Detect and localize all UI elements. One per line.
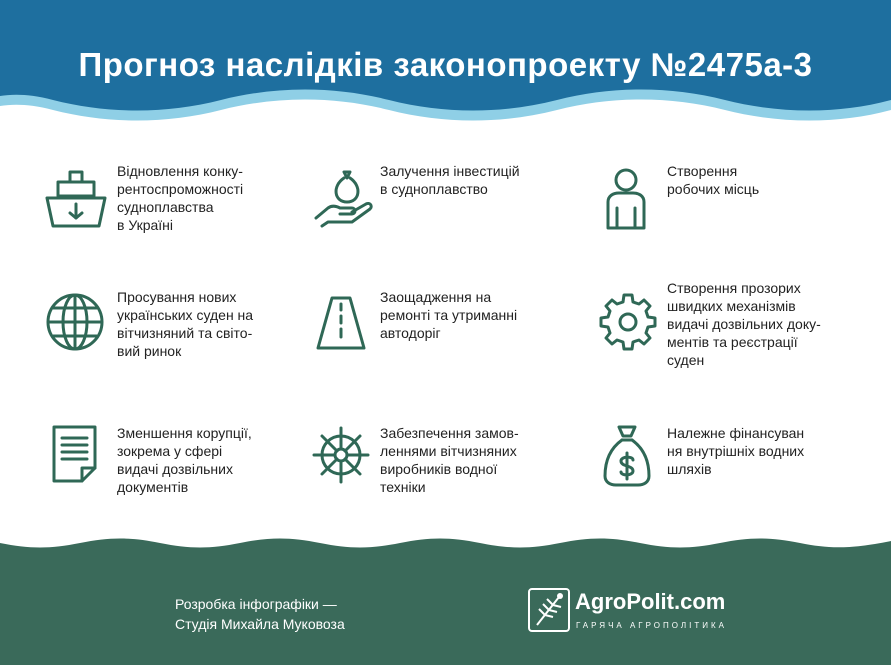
investment-hand-icon	[314, 168, 374, 230]
footer-wave-graphic	[0, 535, 891, 665]
text-item-8: Забезпечення замов- леннями вітчизняних виробників водної техніки	[380, 425, 519, 495]
text-item-1: Відновлення конку- рентоспроможності судноплавства в Україні	[117, 163, 244, 233]
text-item-9: Належне фінансуван ня внутрішніх водних шляхів	[667, 425, 805, 477]
logo-tagline: ГАРЯЧА АГРОПОЛІТИКА	[576, 621, 727, 630]
worker-icon	[603, 168, 649, 232]
agropolit-logo[interactable]	[527, 587, 747, 637]
text-item-2: Залучення інвестицій в судноплавство	[380, 163, 520, 197]
infographic-credit: Розробка інфографіки — Студія Михайла Муковоза	[175, 596, 345, 632]
page-title: Прогноз наслідків законопроекту №2475а-3	[78, 46, 813, 83]
text-item-3: Створення робочих місць	[667, 163, 760, 197]
text-item-7: Зменшення корупції, зокрема у сфері видачі дозвільних документів	[117, 425, 252, 495]
document-icon	[51, 424, 99, 484]
gear-icon	[598, 292, 658, 352]
text-item-5: Заощадження на ремонті та утриманні автодоріг	[380, 289, 518, 341]
footer	[0, 535, 891, 665]
wheat-logo-icon	[527, 587, 571, 633]
text-item-6: Створення прозорих швидких механізмів видачі дозвільних доку- ментів та реєстрації суден	[667, 280, 821, 368]
ship-wheel-icon	[312, 426, 370, 484]
globe-icon	[45, 292, 105, 352]
text-item-4: Просування нових українських суден на вітчизняний та світо- вий ринок	[117, 289, 254, 359]
road-icon	[314, 296, 368, 350]
header-banner	[0, 0, 891, 125]
money-bag-icon	[602, 424, 652, 488]
ship-icon	[44, 170, 108, 232]
logo-name: AgroPolit.com	[575, 589, 726, 614]
